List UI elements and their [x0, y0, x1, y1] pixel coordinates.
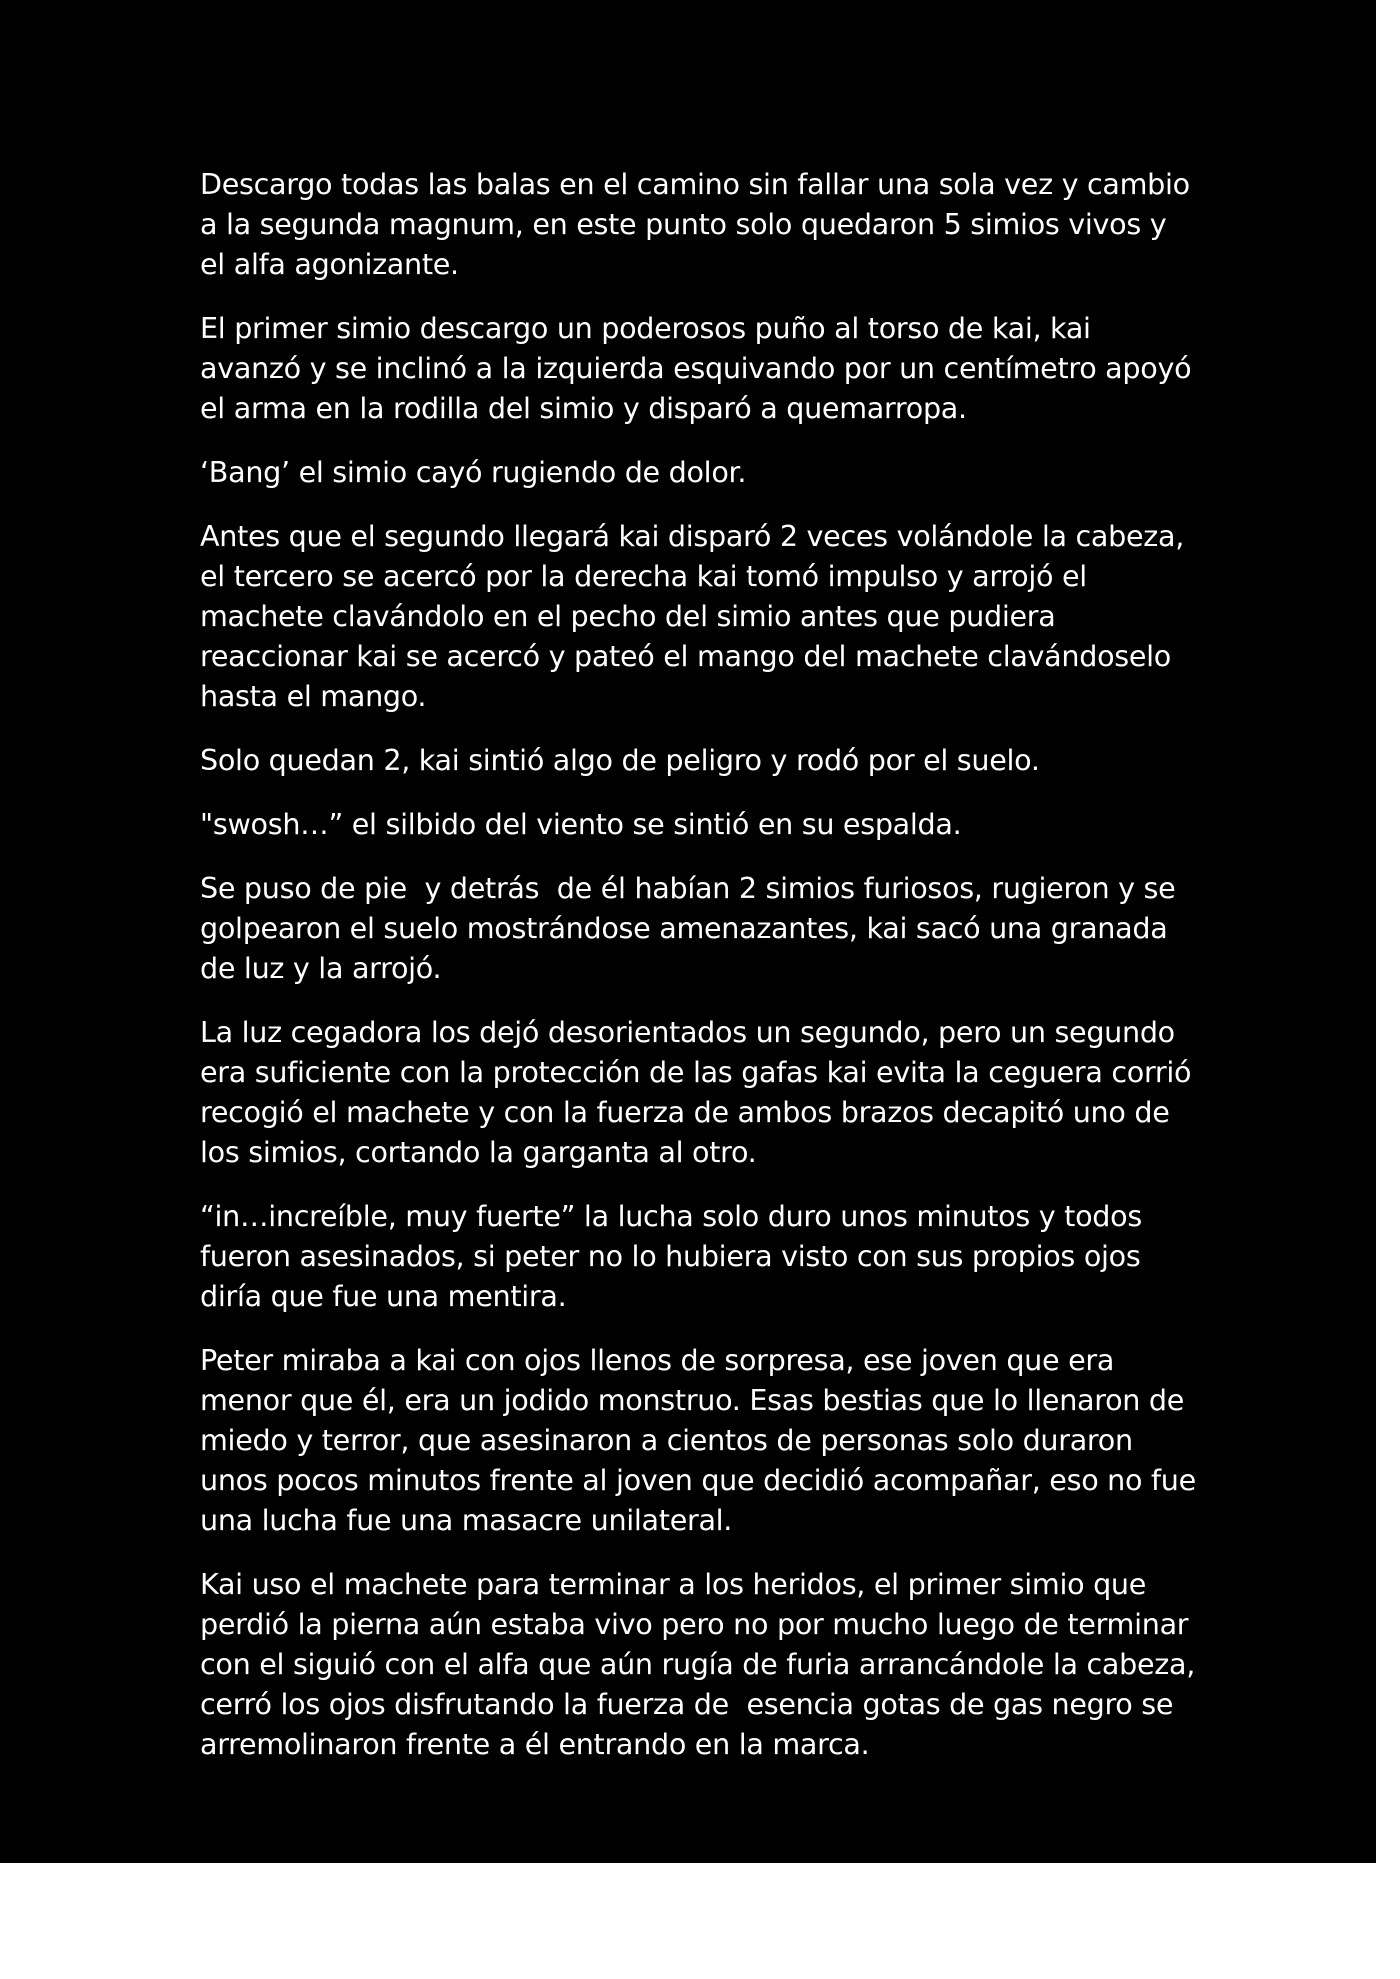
paragraph: Se puso de pie y detrás de él habían 2 simios furiosos, rugieron y se golpearon el suelo mostrándose amenazantes, kai sacó una granada de luz y la arrojó. — [200, 871, 1185, 985]
paragraph: Peter miraba a kai con ojos llenos de sorpresa, ese joven que era menor que él, era un jodido monstruo. Esas bestias que lo llenaron de miedo y terror, que asesinaron a cientos de personas solo duraron unos pocos minutos frente al joven que decidió acompañar, eso no fue una lucha fue una masacre unilateral. — [200, 1343, 1205, 1537]
paragraph: Solo quedan 2, kai sintió algo de peligro y rodó por el suelo. — [200, 743, 1040, 777]
paragraph: “in…increíble, muy fuerte” la lucha solo duro unos minutos y todos fueron asesinados, si peter no lo hubiera visto con sus propios ojos diría que fue una mentira. — [200, 1199, 1151, 1313]
paragraph: Antes que el segundo llegará kai disparó 2 veces volándole la cabeza, el tercero se acercó por la derecha kai tomó impulso y arrojó el machete clavándolo en el pecho del simio antes que pudiera reaccionar kai se acercó y pateó el mango del machete clavándoselo hasta el mango. — [200, 519, 1193, 713]
document-body — [200, 164, 1205, 1788]
paragraph: La luz cegadora los dejó desorientados un segundo, pero un segundo era suficiente con la protección de las gafas kai evita la ceguera corrió recogió el machete y con la fuerza de ambos brazos decapitó uno de los simios, cortando la garganta al otro. — [200, 1015, 1200, 1169]
paragraph: Kai uso el machete para terminar a los heridos, el primer simio que perdió la pierna aún estaba vivo pero no por mucho luego de terminar con el siguió con el alfa que aún rugía de furia arrancándole la cabeza, cerró los ojos disfrutando la fuerza de esencia gotas de gas negro se arremolinaron frente a él entrando en la marca. — [200, 1567, 1204, 1761]
paragraph: "swosh…” el silbido del viento se sintió en su espalda. — [200, 807, 962, 841]
paragraph: ‘Bang’ el simio cayó rugiendo de dolor. — [200, 455, 747, 489]
paragraph: Descargo todas las balas en el camino sin fallar una sola vez y cambio a la segunda magnum, en este punto solo quedaron 5 simios vivos y el alfa agonizante. — [200, 167, 1199, 281]
paragraph: El primer simio descargo un poderosos puño al torso de kai, kai avanzó y se inclinó a la izquierda esquivando por un centímetro apoyó el arma en la rodilla del simio y disparó a quemarropa. — [200, 311, 1201, 425]
